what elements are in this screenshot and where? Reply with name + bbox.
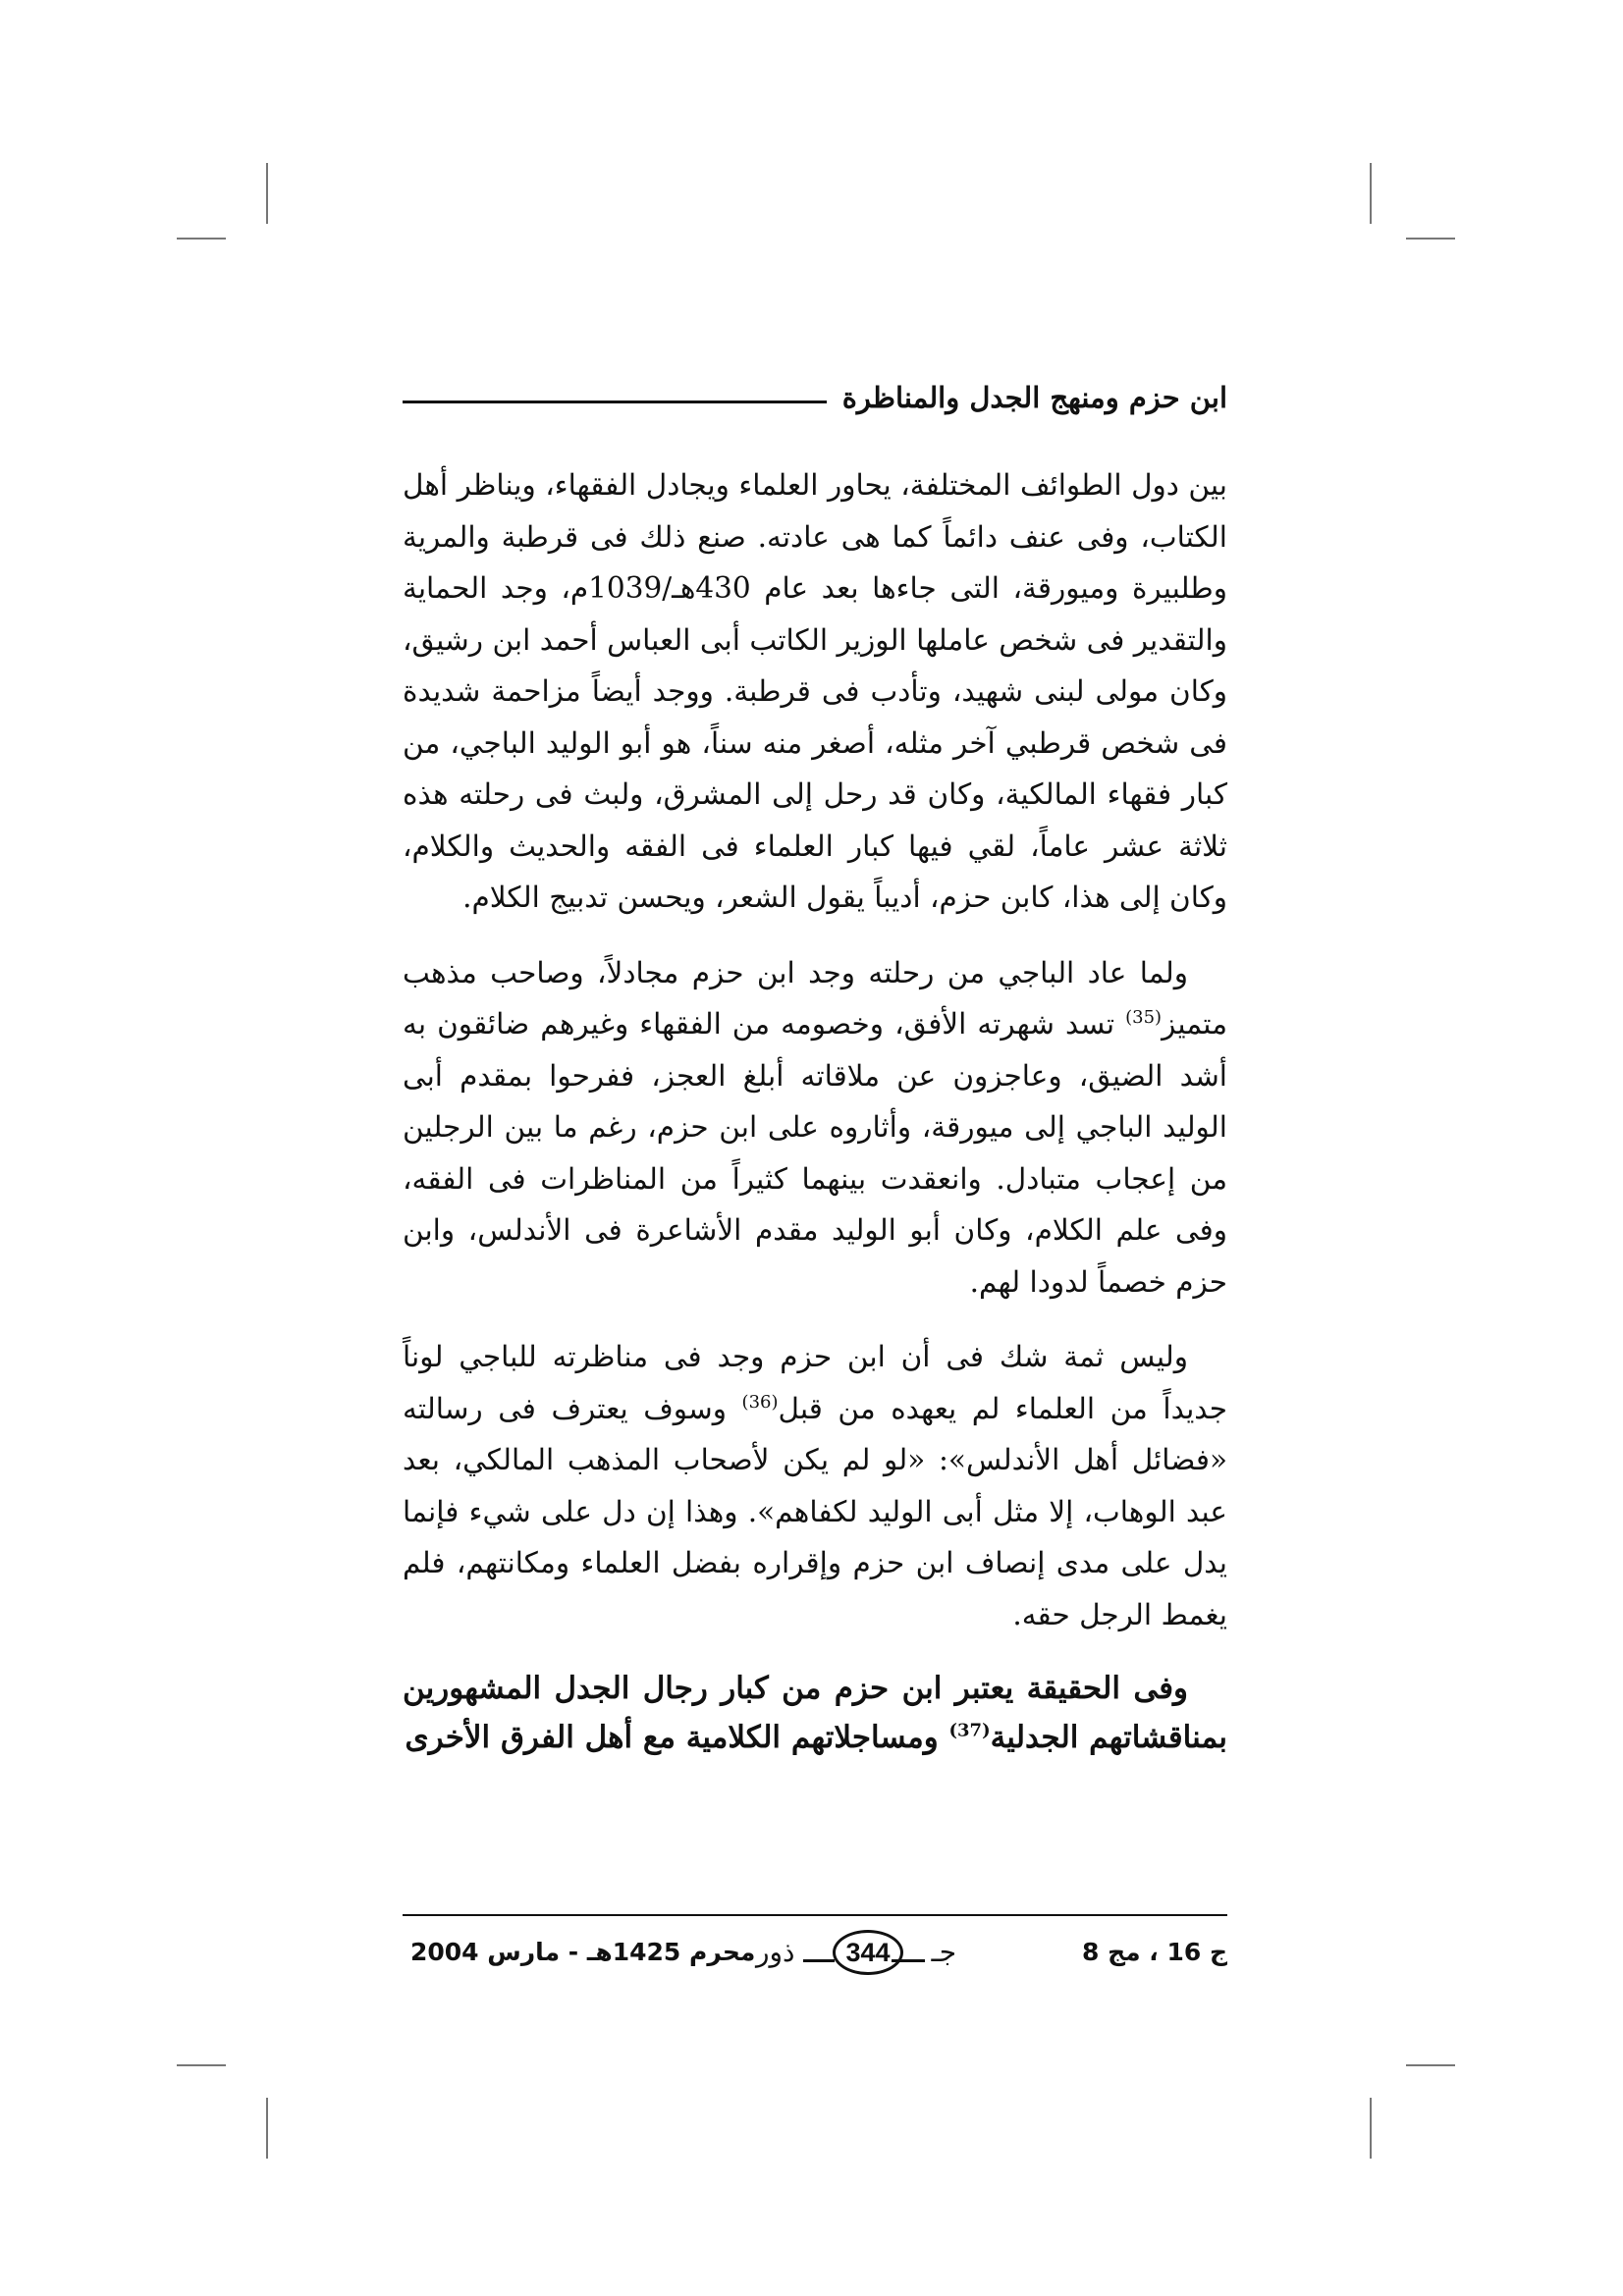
footnote-ref-37: (37) — [948, 1720, 991, 1741]
paragraph-text: وليس ثمة شك فى أن ابن حزم وجد فى مناظرته للباجي لوناً جديداً من العلماء لم يعهده من قبل — [403, 1340, 1227, 1425]
paragraph-2 — [403, 947, 1227, 1308]
crop-mark — [266, 163, 268, 224]
paragraph-text: وفى الحقيقة يعتبر ابن حزم من كبار رجال الجدل المشهورين بمناقشاتهم الجدلية — [403, 1671, 1227, 1755]
issue-label: ج 16 ، مج 8 — [1081, 1938, 1227, 1966]
paragraph-3 — [403, 1331, 1227, 1640]
crop-mark — [1370, 2098, 1372, 2159]
paragraph-text: تسد شهرته الأفق، وخصومه من الفقهاء وغيرهم ضائقون به أشد الضيق، وعاجزون عن ملاقاته أبلغ العجز، ففرحوا بمقدم أبى الوليد الباجي إلى ميورقة، وأثاروه على ابن حزم، رغم ما بين الرجلين من إعجاب متبادل. وانعقدت بينهما كثيراً من المناظرات فى الفقه، وفى علم الكلام، وكان أبو الوليد مقدم الأشاعرة فى الأندلس، وابن حزم خصماً لدودا لهم. — [403, 1007, 1227, 1299]
crop-mark — [266, 2098, 268, 2159]
journal-line — [803, 1959, 835, 1962]
body-text — [403, 459, 1227, 1762]
footnote-ref-35: (35) — [1125, 1007, 1163, 1029]
journal-name: ذور — [756, 1936, 795, 1968]
paragraph-text: وسوف يعترف فى رسالته «فضائل أهل الأندلس»: «لو لم يكن لأصحاب المذهب المالكي، بعد عبد الوهاب، إلا مثل أبى الوليد لكفاهم». وهذا إن دل على شيء فإنما يدل على مدى إنصاف ابن حزم وإقراره بفضل العلماء ومكانتهم، فلم يغمط الرجل حقه. — [403, 1391, 1227, 1631]
journal-mark — [756, 1928, 962, 1977]
footnote-ref-36: (36) — [741, 1391, 779, 1413]
paragraph-1 — [403, 459, 1227, 924]
crop-mark — [1406, 238, 1455, 240]
paragraph-text: ولما عاد الباجي من رحلته وجد ابن حزم مجادلاً، وصاحب مذهب متميز — [403, 955, 1227, 1041]
page-number: 344 — [833, 1930, 903, 1975]
paragraph-text: ومساجلاتهم الكلامية مع أهل الفرق الأخرى — [405, 1720, 949, 1755]
page-content — [403, 373, 1227, 1786]
running-title: ابن حزم ومنهج الجدل والمناظرة — [841, 381, 1227, 414]
header-rule — [403, 400, 827, 403]
crop-mark — [177, 238, 226, 240]
crop-mark — [1406, 2064, 1455, 2066]
crop-mark — [177, 2064, 226, 2066]
date-label: محرم 1425هـ - مارس 2004 — [410, 1938, 756, 1966]
running-header — [403, 373, 1227, 422]
crop-mark — [1370, 163, 1372, 224]
paragraph-4 — [403, 1664, 1227, 1762]
page-footer — [403, 1914, 1227, 1985]
journal-jim: جـ — [931, 1936, 956, 1968]
paragraph-text: بين دول الطوائف المختلفة، يحاور العلماء ويجادل الفقهاء، ويناظر أهل الكتاب، وفى عنف دائماً كما هى عادته. صنع ذلك فى قرطبة والمرية وطلبيرة وميورقة، التى جاءها بعد عام 430هـ/1039م، وجد الحماية والتقدير فى شخص عاملها الوزير الكاتب أبى العباس أحمد ابن رشيق، وكان مولى لبنى شهيد، وتأدب فى قرطبة. ووجد أيضاً مزاحمة شديدة فى شخص قرطبي آخر مثله، أصغر منه سناً، هو أبو الوليد الباجي، من كبار فقهاء المالكية، وكان قد رحل إلى المشرق، ولبث فى رحلته هذه ثلاثة عشر عاماً، لقي فيها كبار العلماء فى الفقه والحديث والكلام، وكان إلى هذا، كابن حزم، أديباً يقول الشعر، ويحسن تدبيج الكلام. — [403, 468, 1227, 914]
